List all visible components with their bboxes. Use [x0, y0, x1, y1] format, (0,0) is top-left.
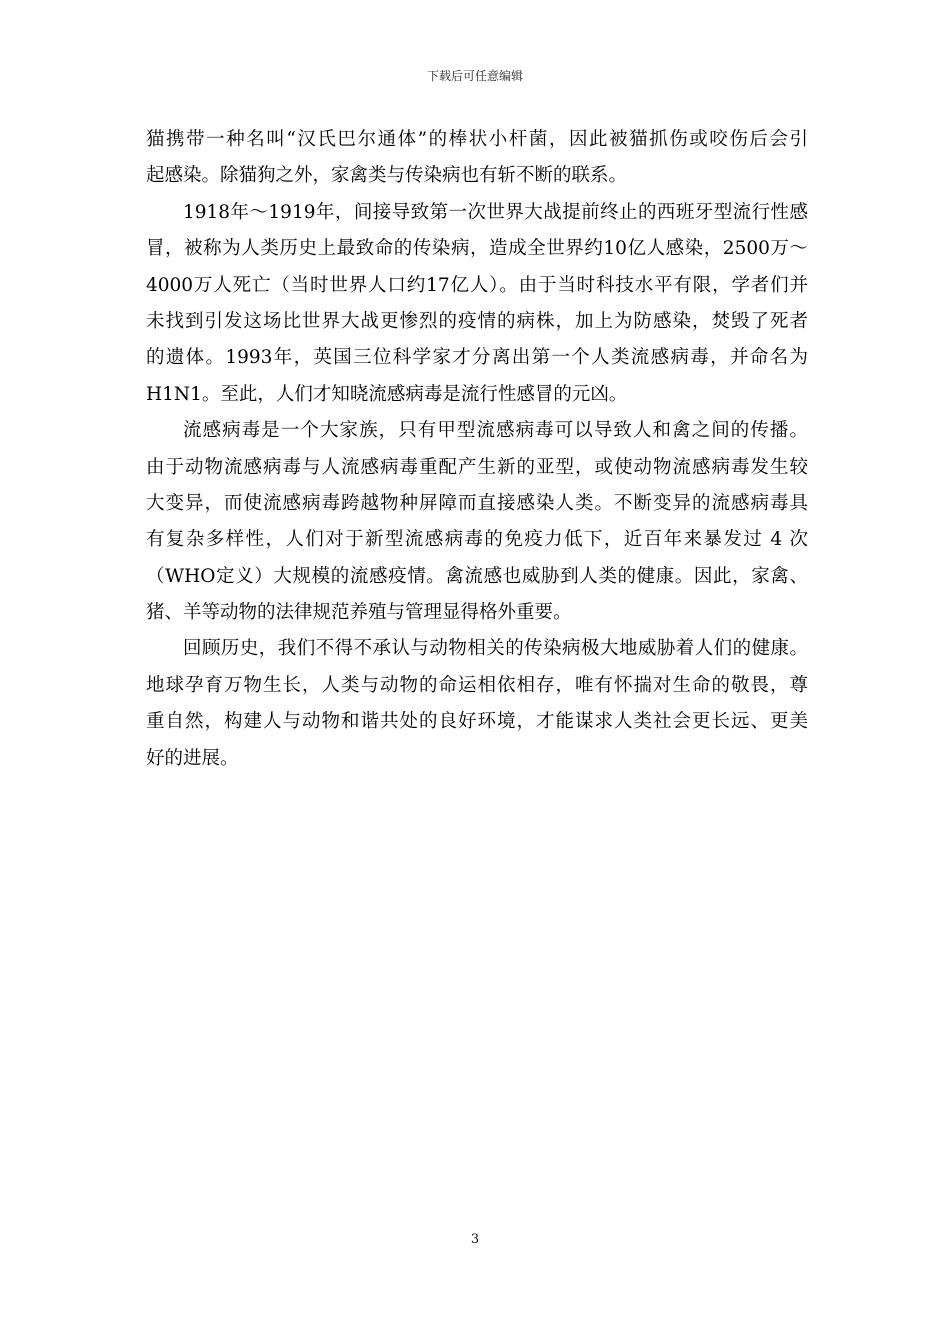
- text-line: （WHO定义）大规模的流感疫情。禽流感也威胁到人类的健康。因此，家禽、: [146, 565, 808, 587]
- text-line: 未找到引发这场比世界大战更惨烈的疫情的病株，加上为防感染，焚毁了死者: [146, 310, 808, 332]
- text-line: 由于动物流感病毒与人流感病毒重配产生新的亚型，或使动物流感病毒发生较: [146, 456, 808, 478]
- text-line: 重自然，构建人与动物和谐共处的良好环境，才能谋求人类社会更长远、更美: [146, 711, 808, 733]
- page-header: 下载后可任意编辑: [426, 69, 523, 83]
- text-line: 地球孕育万物生长，人类与动物的命运相依相存，唯有怀揣对生命的敬畏，尊: [146, 674, 808, 696]
- text-line: 1918年～1919年，间接导致第一次世界大战提前终止的西班牙型流行性感: [183, 201, 808, 223]
- text-line: 的遗体。1993年，英国三位科学家才分离出第一个人类流感病毒，并命名为: [146, 347, 808, 369]
- paragraph-3: [146, 413, 808, 631]
- text-line: 好的进展。: [146, 747, 239, 769]
- text-line: H1N1。至此，人们才知晓流感病毒是流行性感冒的元凶。: [146, 383, 628, 405]
- document-body: [146, 122, 808, 777]
- text-line: 有复杂多样性，人们对于新型流感病毒的免疫力低下，近百年来暴发过 4 次: [146, 529, 808, 551]
- paragraph-1: [146, 122, 808, 195]
- page-number: 3: [470, 1232, 480, 1247]
- text-line: 大变异，而使流感病毒跨越物种屏障而直接感染人类。不断变异的流感病毒具: [146, 492, 808, 514]
- text-line: 猫携带一种名叫“汉氏巴尔通体”的棒状小杆菌，因此被猫抓伤或咬伤后会引: [146, 129, 808, 150]
- text-line: 4000万人死亡（当时世界人口约17亿人）。由于当时科技水平有限，学者们并: [146, 274, 808, 296]
- text-line: 猪、羊等动物的法律规范养殖与管理显得格外重要。: [146, 602, 572, 624]
- paragraph-4: [146, 631, 808, 777]
- paragraph-2: [146, 195, 808, 413]
- text-line: 回顾历史，我们不得不承认与动物相关的传染病极大地威胁着人们的健康。: [183, 638, 808, 660]
- text-line: 起感染。除猫狗之外，家禽类与传染病也有斩不断的联系。: [146, 165, 628, 187]
- text-line: 流感病毒是一个大家族，只有甲型流感病毒可以导致人和禽之间的传播。: [183, 420, 808, 442]
- text-line: 冒，被称为人类历史上最致命的传染病，造成全世界约10亿人感染，2500万～: [146, 238, 808, 260]
